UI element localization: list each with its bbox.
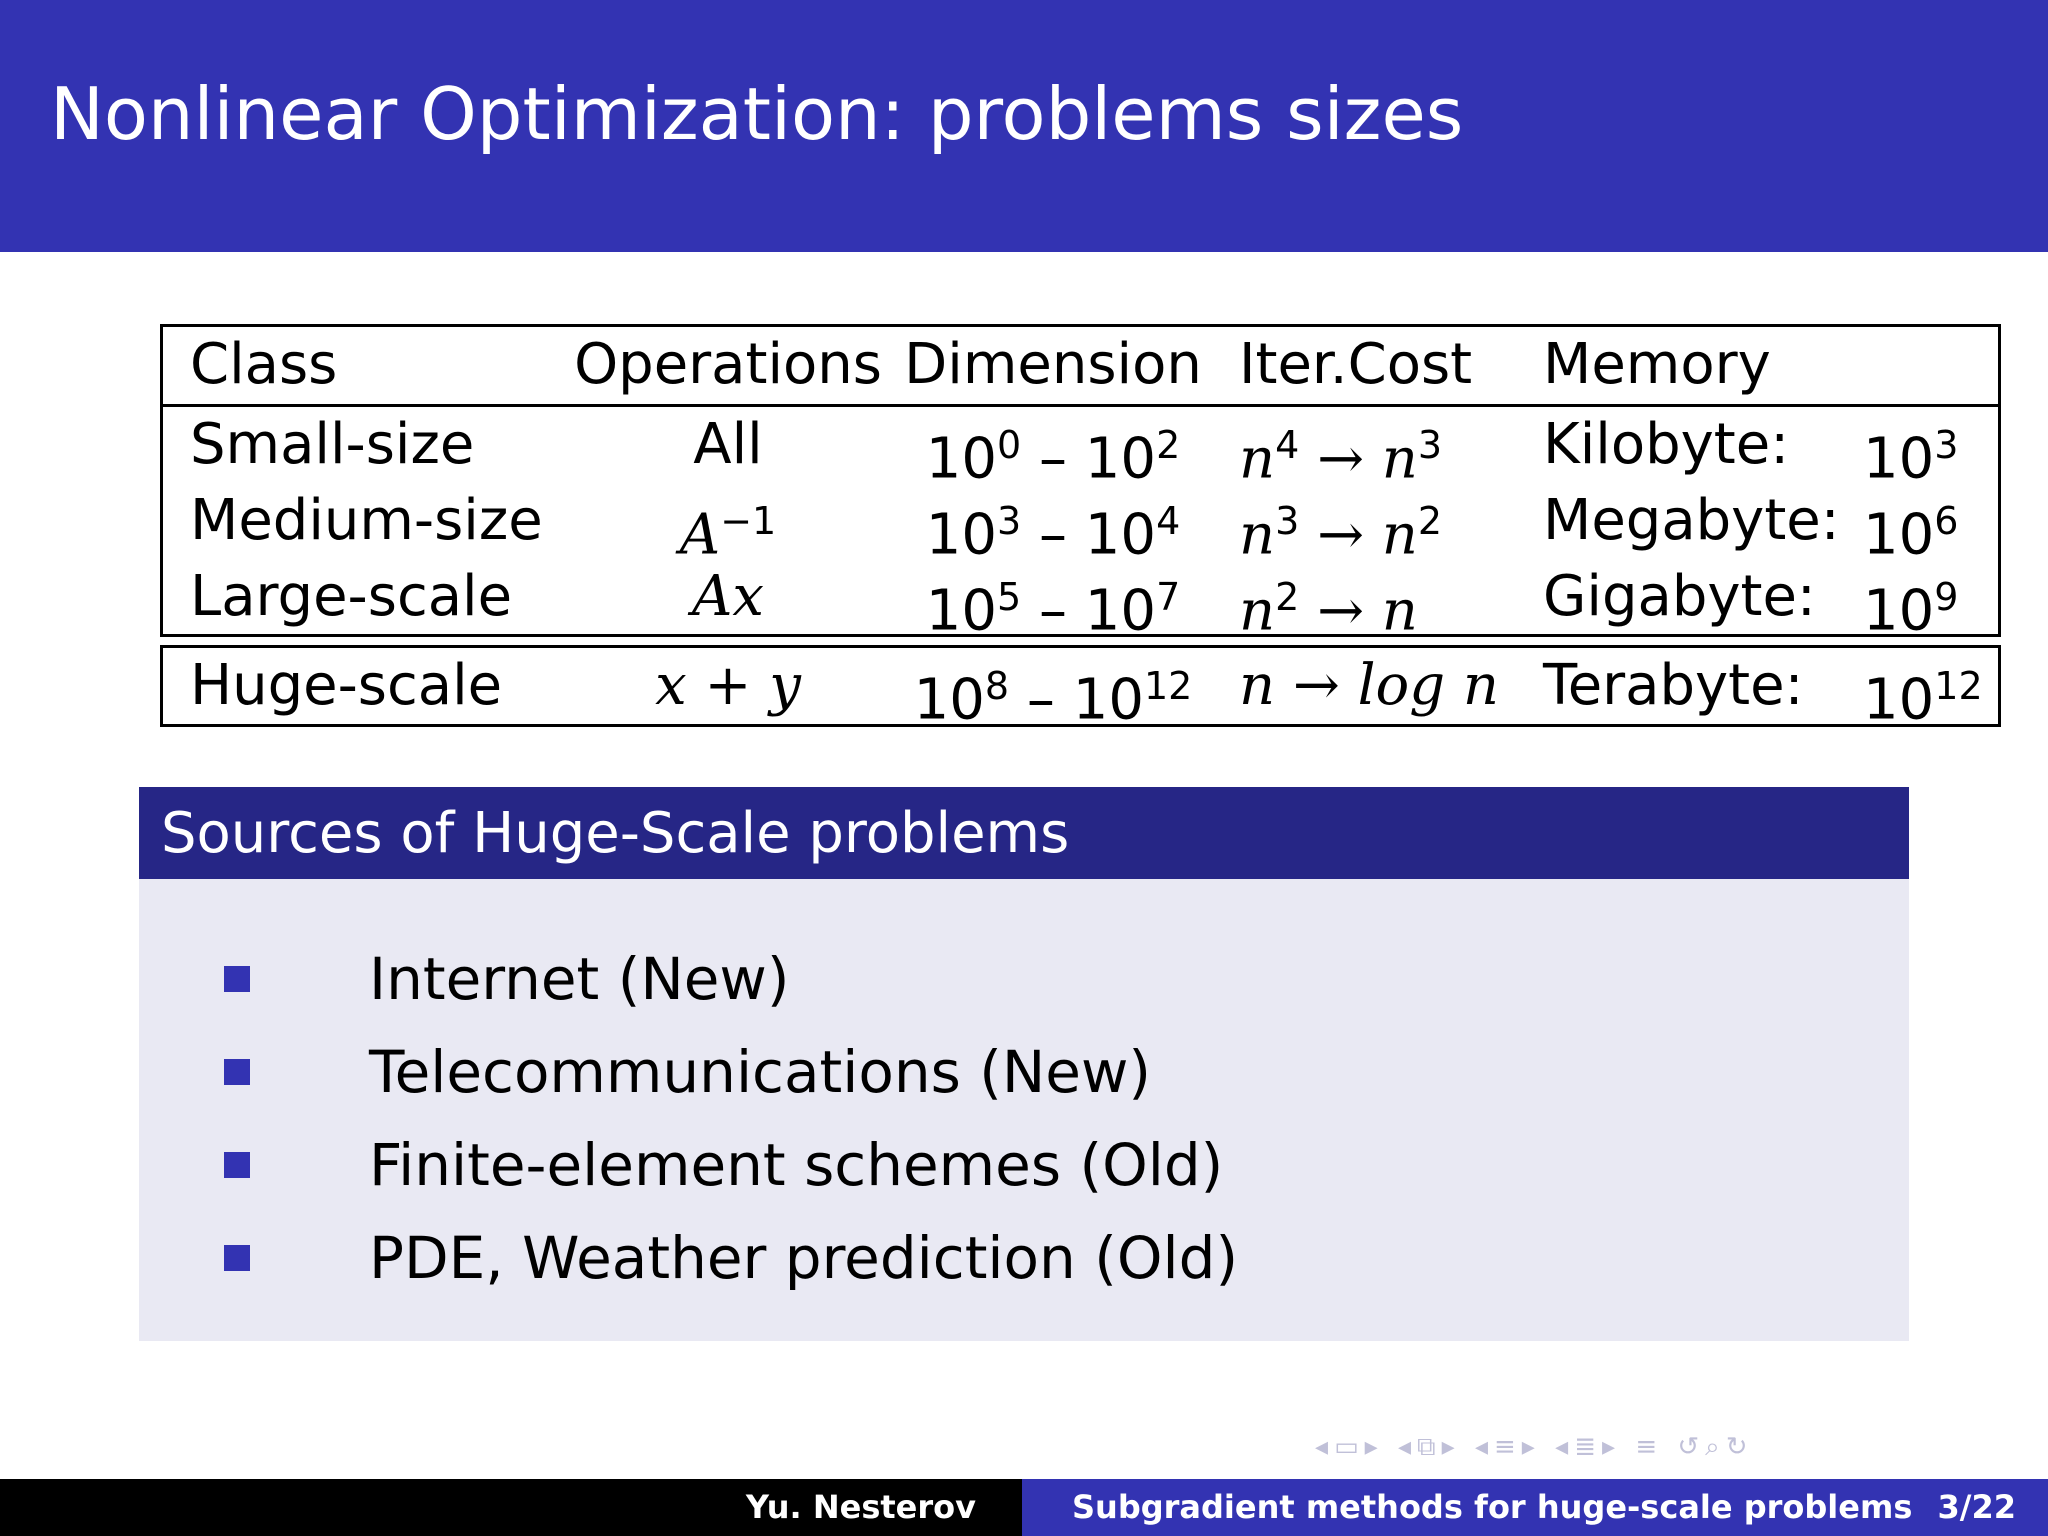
cell-dimension: $10^0 - 10^2$	[925, 423, 1181, 492]
nav-frame-icon[interactable]: ▭	[1334, 1432, 1365, 1462]
cell-class: Small-size	[190, 412, 475, 477]
table-row	[163, 648, 1998, 733]
slide-header	[0, 0, 2048, 252]
footer-author	[0, 1479, 1022, 1536]
nav-redo-icon[interactable]: ↻	[1725, 1432, 1754, 1462]
table-row	[163, 559, 1998, 644]
footer-author-text: Yu. Nesterov	[745, 1488, 976, 1526]
bullet-square-icon	[224, 966, 250, 992]
col-header-operations: Operations	[574, 332, 882, 397]
table-row	[163, 407, 1998, 492]
cell-iter-cost: n → log n	[1239, 653, 1499, 718]
cell-memory-value: $10^3$	[1863, 423, 1959, 492]
cell-operations: Ax	[691, 564, 765, 629]
cell-memory-value: $10^{12}$	[1863, 664, 1983, 733]
cell-class: Large-scale	[190, 564, 513, 629]
cell-memory-unit: Kilobyte:	[1543, 412, 1790, 477]
nav-next-part-icon[interactable]: ▸	[1601, 1432, 1622, 1462]
footer-talk-title: Subgradient methods for huge-scale problems	[1072, 1488, 1913, 1526]
footer-title-bar	[1022, 1479, 2048, 1536]
list-item	[224, 936, 1824, 1013]
list-item	[224, 1029, 1824, 1106]
footer	[0, 1479, 2048, 1536]
cell-memory-value: $10^9$	[1863, 575, 1959, 644]
nav-part-icon[interactable]: ≣	[1574, 1432, 1602, 1462]
block-title: Sources of Huge-Scale problems	[161, 801, 1070, 866]
col-header-class: Class	[190, 332, 338, 397]
cell-dimension: $10^8 - 10^{12}$	[913, 664, 1193, 733]
col-header-memory: Memory	[1543, 332, 1771, 397]
beamer-navigation	[1315, 1432, 2035, 1466]
nav-next-subsection-icon[interactable]: ▸	[1441, 1432, 1461, 1462]
table-header-row	[163, 327, 1998, 403]
nav-next-frame-icon[interactable]: ▸	[1364, 1432, 1384, 1462]
footer-page-number: 3/22	[1937, 1488, 2016, 1526]
bullet-square-icon	[224, 1245, 250, 1271]
nav-section-icon[interactable]: ≡	[1494, 1432, 1522, 1462]
nav-next-section-icon[interactable]: ▸	[1521, 1432, 1541, 1462]
col-header-iter-cost: Iter.Cost	[1239, 332, 1473, 397]
cell-iter-cost: $n^4 \to n^3$	[1239, 423, 1443, 492]
cell-operations: $A^{-1}$	[679, 499, 777, 568]
cell-memory-unit: Megabyte:	[1543, 488, 1840, 553]
cell-iter-cost: $n^2 \to n$	[1239, 575, 1418, 644]
cell-memory-unit: Gigabyte:	[1543, 564, 1816, 629]
nav-subsection-icon[interactable]: ⧉	[1417, 1432, 1442, 1462]
nav-undo-icon[interactable]: ↺	[1677, 1432, 1706, 1462]
nav-search-icon[interactable]: ⌕	[1705, 1432, 1726, 1462]
cell-class: Huge-scale	[190, 653, 503, 718]
cell-dimension: $10^5 - 10^7$	[925, 575, 1181, 644]
cell-operations: x + y	[655, 653, 801, 718]
block-header	[139, 787, 1909, 879]
huge-scale-table	[160, 645, 2001, 733]
sources-block	[139, 787, 1909, 1341]
nav-prev-section-icon[interactable]: ◂	[1474, 1432, 1494, 1462]
cell-iter-cost: $n^3 \to n^2$	[1239, 499, 1443, 568]
slide-title: Nonlinear Optimization: problems sizes	[50, 72, 1464, 156]
cell-memory-value: $10^6$	[1863, 499, 1959, 568]
nav-prev-part-icon[interactable]: ◂	[1555, 1432, 1575, 1462]
list-item-text: PDE, Weather prediction (Old)	[369, 1224, 1239, 1292]
list-item-text: Telecommunications (New)	[369, 1038, 1152, 1106]
bullet-square-icon	[224, 1059, 250, 1085]
list-item-text: Internet (New)	[369, 945, 790, 1013]
cell-class: Medium-size	[190, 488, 543, 553]
table-row	[163, 483, 1998, 568]
nav-document-icon[interactable]: ≡	[1635, 1432, 1664, 1462]
list-item-text: Finite-element schemes (Old)	[369, 1131, 1224, 1199]
col-header-dimension: Dimension	[904, 332, 1202, 397]
nav-prev-frame-icon[interactable]: ◂	[1315, 1432, 1335, 1462]
cell-memory-unit: Terabyte:	[1543, 653, 1804, 718]
list-item	[224, 1122, 1824, 1199]
bullet-square-icon	[224, 1152, 250, 1178]
list-item	[224, 1215, 1824, 1292]
size-table	[160, 324, 2001, 644]
nav-prev-subsection-icon[interactable]: ◂	[1397, 1432, 1418, 1462]
cell-operations: All	[693, 412, 763, 477]
cell-dimension: $10^3 - 10^4$	[925, 499, 1181, 568]
